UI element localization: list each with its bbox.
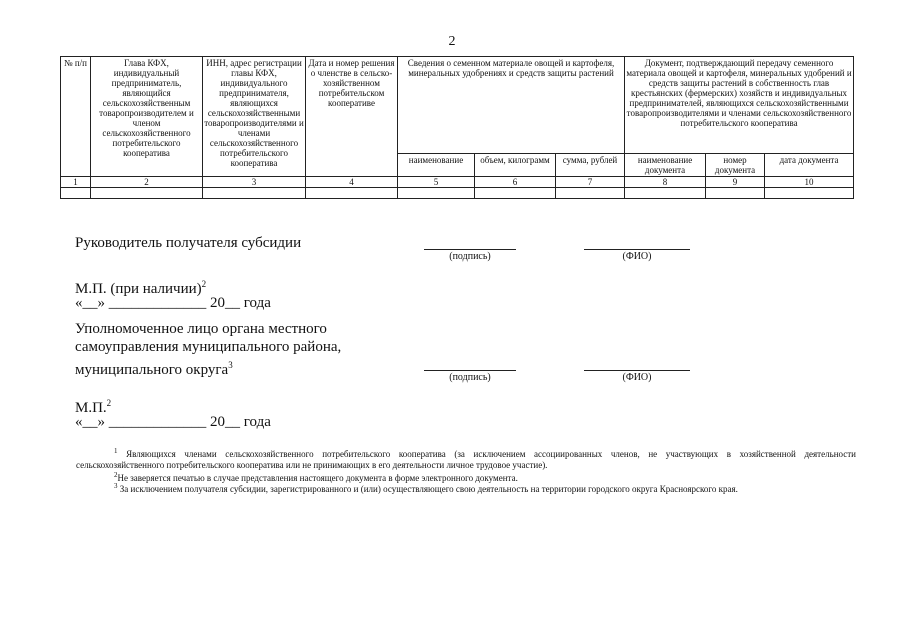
header-doc-name: наименование документа [625,154,706,177]
column-number: 7 [556,177,625,188]
header-doc-date: дата документа [765,154,854,177]
column-number: 1 [61,177,91,188]
header-number: № п/п [61,57,91,177]
podpis-caption: (подпись) [449,251,491,262]
page-number: 2 [448,34,456,49]
authorized-line-2: самоуправления муниципального района, [75,339,342,355]
fio-line [584,370,690,371]
fio-line [584,249,690,250]
column-number: 4 [306,177,398,188]
column-number: 5 [398,177,475,188]
date-line-2: «__» _____________ 20__ года [75,414,271,430]
column-number: 10 [765,177,854,188]
podpis-caption: (подпись) [449,372,491,383]
column-number: 6 [475,177,556,188]
subsidy-table [60,56,854,199]
signature-line [424,249,516,250]
footnote-1: $^1$ Являющихся членами сельскохозяйственного потребительского кооператива (за исключением ассоциированных членов, не участвующих в хозяйственной деятельности сельскохозяйственного потребительского кооператива или не принимающих в его деятельности личное трудовое участие). [76,447,856,470]
header-seed-info: Сведения о семенном материале овощей и картофеля, минеральных удобрениях и средств защиты растений [398,57,625,154]
fio-caption: (ФИО) [622,372,652,383]
column-number: 8 [625,177,706,188]
header-decision-date: Дата и номер решения о членстве в сельско-хозяйственном потребительском кооперативе [306,57,398,177]
stamp-label-1: М.П. (при наличии)$^2$ [75,279,207,297]
column-number: 9 [706,177,765,188]
footnote-2: $^2$Не заверяется печатью в случае представления настоящего документа в форме электронного документа. [114,471,518,483]
header-inn-address: ИНН, адрес регистрации главы КФХ, индивидуального предпринимателя, являющихся сельскохозяйственными товаропроизводителями и членами сельскохозяйственного потребительского кооператива [203,57,306,177]
fio-caption: (ФИО) [622,251,652,262]
date-line-1: «__» _____________ 20__ года [75,295,271,311]
stamp-label-2: М.П.$^2$ [75,398,112,416]
header-transfer-document: Документ, подтверждающий передачу семенного материала овощей и картофеля, минеральных удобрений и средств защиты растений в собственность глав крестьянских (фермерских) хозяйств и индивидуальных предпринимателей, являющихся сельскохозяйственными товаропроизводителями и членами сельскохозяйственного потребительского кооператива [625,57,854,154]
authorized-line-1: Уполномоченное лицо органа местного [75,321,327,337]
authorized-line-3: муниципального округа$^3$ [75,360,233,378]
header-seed-name: наименование [398,154,475,177]
signature-line [424,370,516,371]
header-doc-number: номер документа [706,154,765,177]
column-number: 3 [203,177,306,188]
header-seed-volume: объем, килограмм [475,154,556,177]
header-seed-sum: сумма, рублей [556,154,625,177]
head-label: Руководитель получателя субсидии [75,235,302,251]
footnote-3: $^3$ За исключением получателя субсидии, зарегистрированного и (или) осуществляющего свою деятельность на территории городского округа Красноярского края. [114,482,738,494]
column-number: 2 [91,177,203,188]
header-head-kfh: Глава КФХ, индивидуальный предприниматель, являющийся сельскохозяйственным товаропроизводителем и членом сельскохозяйственного потребительского кооператива [91,57,203,177]
table-row [61,188,854,199]
